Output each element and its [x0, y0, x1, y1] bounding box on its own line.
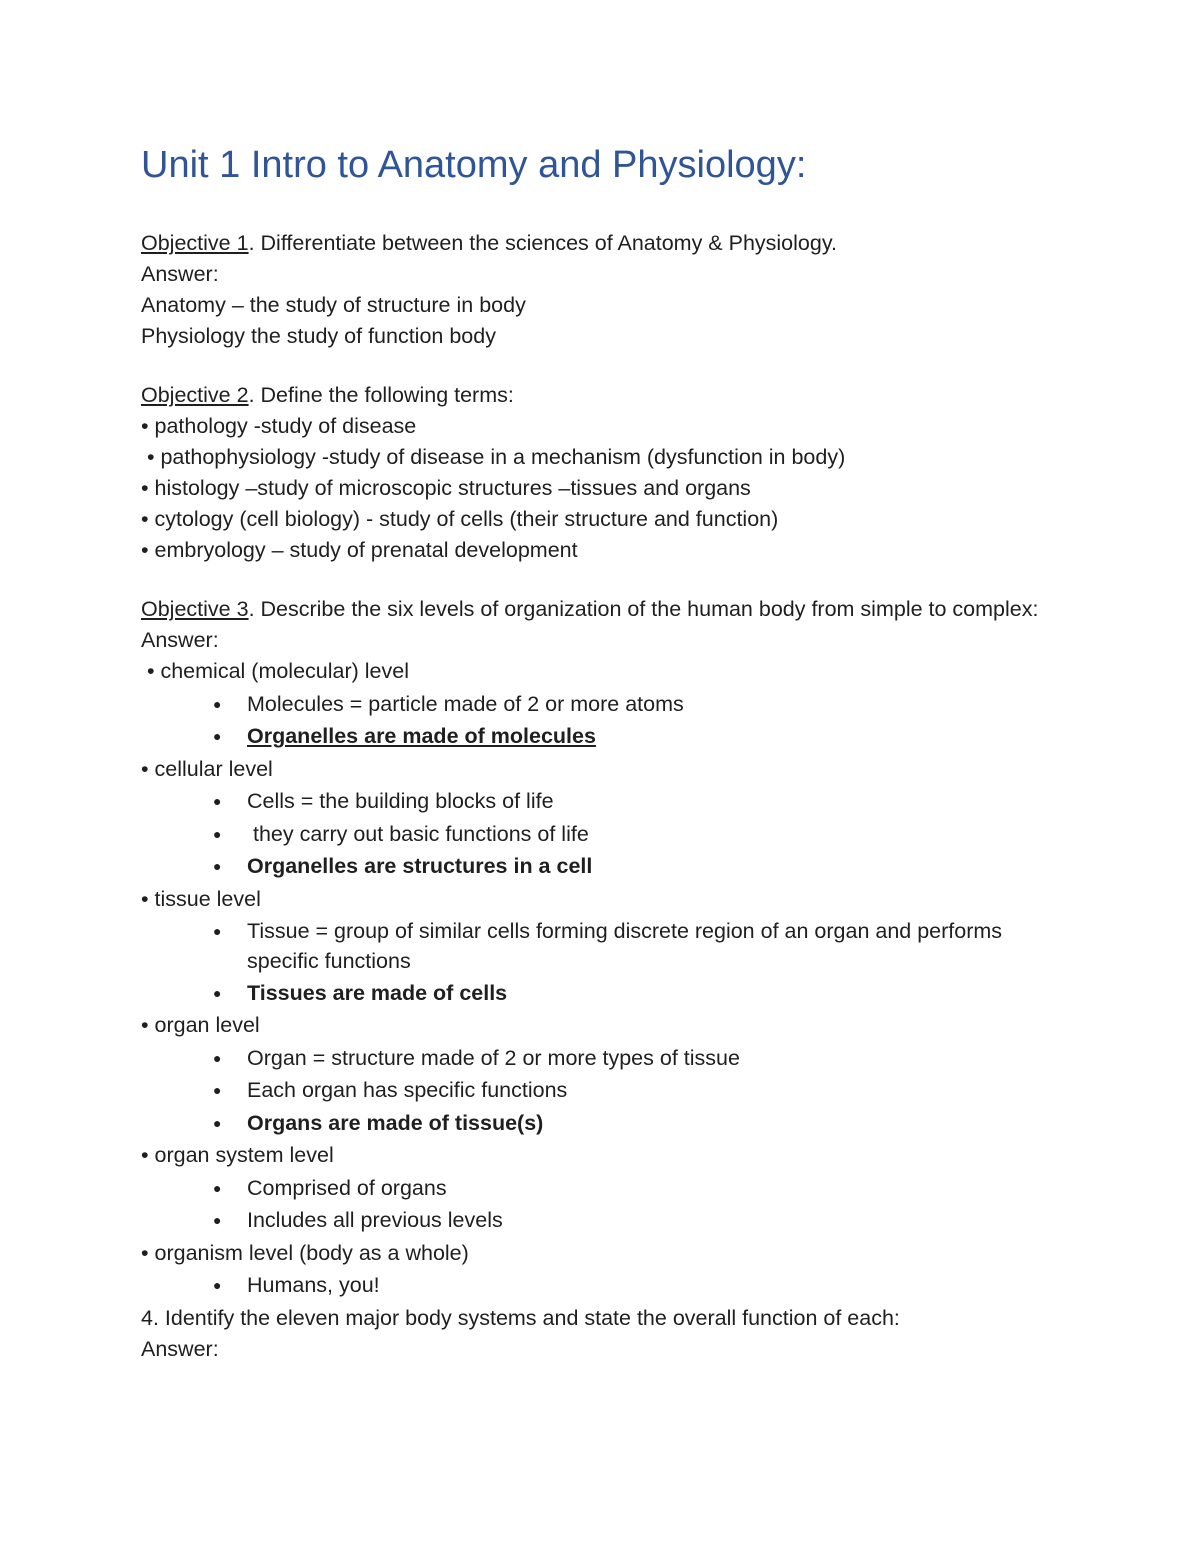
- objective-1-section: [141, 228, 1041, 352]
- list-item: [211, 1173, 1041, 1204]
- term-pathophysiology: • pathophysiology -study of disease in a mechanism (dysfunction in body): [141, 445, 846, 469]
- objective-3-answer-label: Answer:: [141, 628, 219, 652]
- paragraph-gap: [141, 352, 1041, 380]
- objective-3-heading: [141, 594, 1041, 625]
- list-item-text: Each organ has specific functions: [247, 1078, 568, 1102]
- page-title: Unit 1 Intro to Anatomy and Physiology:: [141, 144, 807, 186]
- level-heading: • cellular level: [141, 756, 273, 781]
- objective-1-answer-line: Anatomy – the study of structure in body: [141, 293, 526, 317]
- bullet-icon: ●: [213, 825, 222, 842]
- list-item: [211, 1108, 1041, 1139]
- list-item: [211, 689, 1041, 720]
- objective-1-text: . Differentiate between the sciences of Anatomy & Physiology.: [248, 231, 837, 255]
- objective-1-label: Objective 1: [141, 231, 249, 255]
- list-item: [211, 819, 1041, 850]
- list-item-text: Includes all previous levels: [247, 1208, 503, 1232]
- term-histology: • histology –study of microscopic structures –tissues and organs: [141, 476, 751, 500]
- objective-4-section: [141, 1303, 1041, 1365]
- bullet-icon: ●: [213, 858, 222, 874]
- list-item-text: Molecules = particle made of 2 or more atoms: [247, 691, 684, 716]
- list-item: [211, 786, 1041, 817]
- list-item: [211, 1075, 1041, 1106]
- level-details-list: [141, 689, 1041, 753]
- bullet-icon: ●: [213, 984, 222, 1001]
- paragraph-gap: [141, 566, 1041, 594]
- level-details-list: [141, 786, 1041, 882]
- list-item-text: Comprised of organs: [247, 1175, 447, 1200]
- objective-3-text: . Describe the six levels of organization of the human body from simple to complex:: [248, 597, 1039, 621]
- list-item-text: they carry out basic functions of life: [247, 821, 589, 846]
- term-cytology: • cytology (cell biology) - study of cells (their structure and function): [141, 507, 779, 531]
- objective-3-section: [141, 594, 1041, 1301]
- level-details-list: [141, 1270, 1041, 1301]
- level-heading: • organ level: [141, 1013, 260, 1037]
- level-details-list: [141, 1173, 1041, 1237]
- objective-4-answer-label: Answer:: [141, 1336, 219, 1361]
- bullet-icon: ●: [213, 1114, 222, 1131]
- objective-1-answer-line: Physiology the study of function body: [141, 324, 496, 348]
- list-item: [211, 1270, 1041, 1301]
- list-item: [211, 916, 1041, 976]
- objective-1-heading: [141, 228, 1041, 259]
- list-item-text: Organelles are made of molecules: [247, 724, 596, 748]
- list-item-text: Organs are made of tissue(s): [247, 1110, 544, 1135]
- list-item-text: Organ = structure made of 2 or more types of tissue: [247, 1045, 740, 1070]
- bullet-icon: ●: [213, 1082, 222, 1098]
- bullet-icon: ●: [213, 1212, 222, 1228]
- bullet-icon: ●: [213, 1049, 222, 1066]
- objective-2-label: Objective 2: [141, 383, 249, 407]
- bullet-icon: ●: [213, 793, 222, 809]
- level-heading: • organism level (body as a whole): [141, 1240, 469, 1265]
- objective-2-text: . Define the following terms:: [248, 383, 514, 407]
- objective-2-heading: [141, 380, 1041, 411]
- list-item-text: Organelles are structures in a cell: [247, 854, 593, 878]
- list-item-text: Cells = the building blocks of life: [247, 789, 554, 813]
- list-item: [211, 1205, 1041, 1236]
- document-content: [141, 140, 1041, 1365]
- term-pathology: • pathology -study of disease: [141, 414, 417, 438]
- list-item-text: Tissues are made of cells: [247, 980, 508, 1005]
- term-embryology: • embryology – study of prenatal development: [141, 538, 578, 562]
- level-heading: • chemical (molecular) level: [141, 659, 409, 683]
- objective-1-answer-label: Answer:: [141, 262, 219, 286]
- list-item: [211, 721, 1041, 752]
- objective-4-heading: 4. Identify the eleven major body systems and state the overall function of each:: [141, 1305, 900, 1330]
- objective-3-label: Objective 3: [141, 597, 249, 621]
- list-item: [211, 1043, 1041, 1074]
- organization-levels-list: [141, 656, 1041, 1301]
- bullet-icon: ●: [213, 695, 222, 712]
- bullet-icon: ●: [213, 923, 222, 939]
- list-item-text: Humans, you!: [247, 1273, 380, 1297]
- bullet-icon: ●: [213, 728, 222, 744]
- list-item-text: Tissue = group of similar cells forming discrete region of an organ and performs specific functions: [247, 919, 1009, 973]
- level-heading: • organ system level: [141, 1143, 334, 1167]
- level-details-list: [141, 1043, 1041, 1139]
- list-item: [211, 851, 1041, 882]
- level-heading: • tissue level: [141, 886, 261, 911]
- objective-2-section: [141, 380, 1041, 566]
- list-item: [211, 978, 1041, 1009]
- level-details-list: [141, 916, 1041, 1009]
- bullet-icon: ●: [213, 1179, 222, 1196]
- bullet-icon: ●: [213, 1277, 222, 1293]
